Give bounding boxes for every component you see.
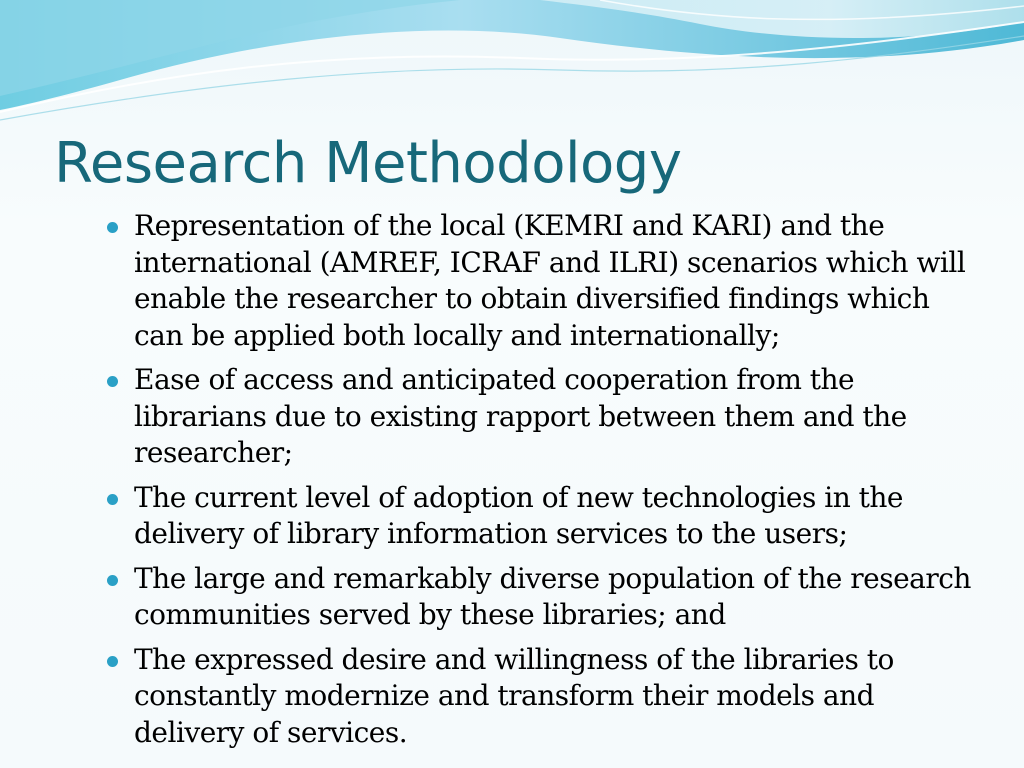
bullet-marker-icon <box>107 376 118 387</box>
bullet-marker-icon <box>107 222 118 233</box>
bullet-text: Representation of the local (KEMRI and KARI) and the international (AMREF, ICRAF and ILRI) scenarios which will enable the researcher to obtain diversified findings which can be applied both locally and internationally; <box>134 209 966 352</box>
bullet-item <box>104 642 984 752</box>
bullet-item <box>104 480 984 553</box>
bullet-marker-icon <box>107 575 118 586</box>
bullet-text: The large and remarkably diverse population of the research communities served by these libraries; and <box>134 561 971 631</box>
bullet-marker-icon <box>107 656 118 667</box>
bullet-list <box>104 208 984 759</box>
bullet-text: Ease of access and anticipated cooperation from the librarians due to existing rapport between them and the researcher; <box>134 363 907 469</box>
bullet-text: The expressed desire and willingness of the libraries to constantly modernize and transform their models and delivery of services. <box>134 642 894 749</box>
slide-title: Research Methodology <box>54 131 682 196</box>
header-wave-decoration <box>0 0 1024 130</box>
bullet-marker-icon <box>107 494 118 505</box>
bullet-text: The current level of adoption of new technologies in the delivery of library information services to the users; <box>134 480 904 550</box>
bullet-item <box>104 208 984 354</box>
bullet-item <box>104 561 984 634</box>
bullet-item <box>104 362 984 472</box>
